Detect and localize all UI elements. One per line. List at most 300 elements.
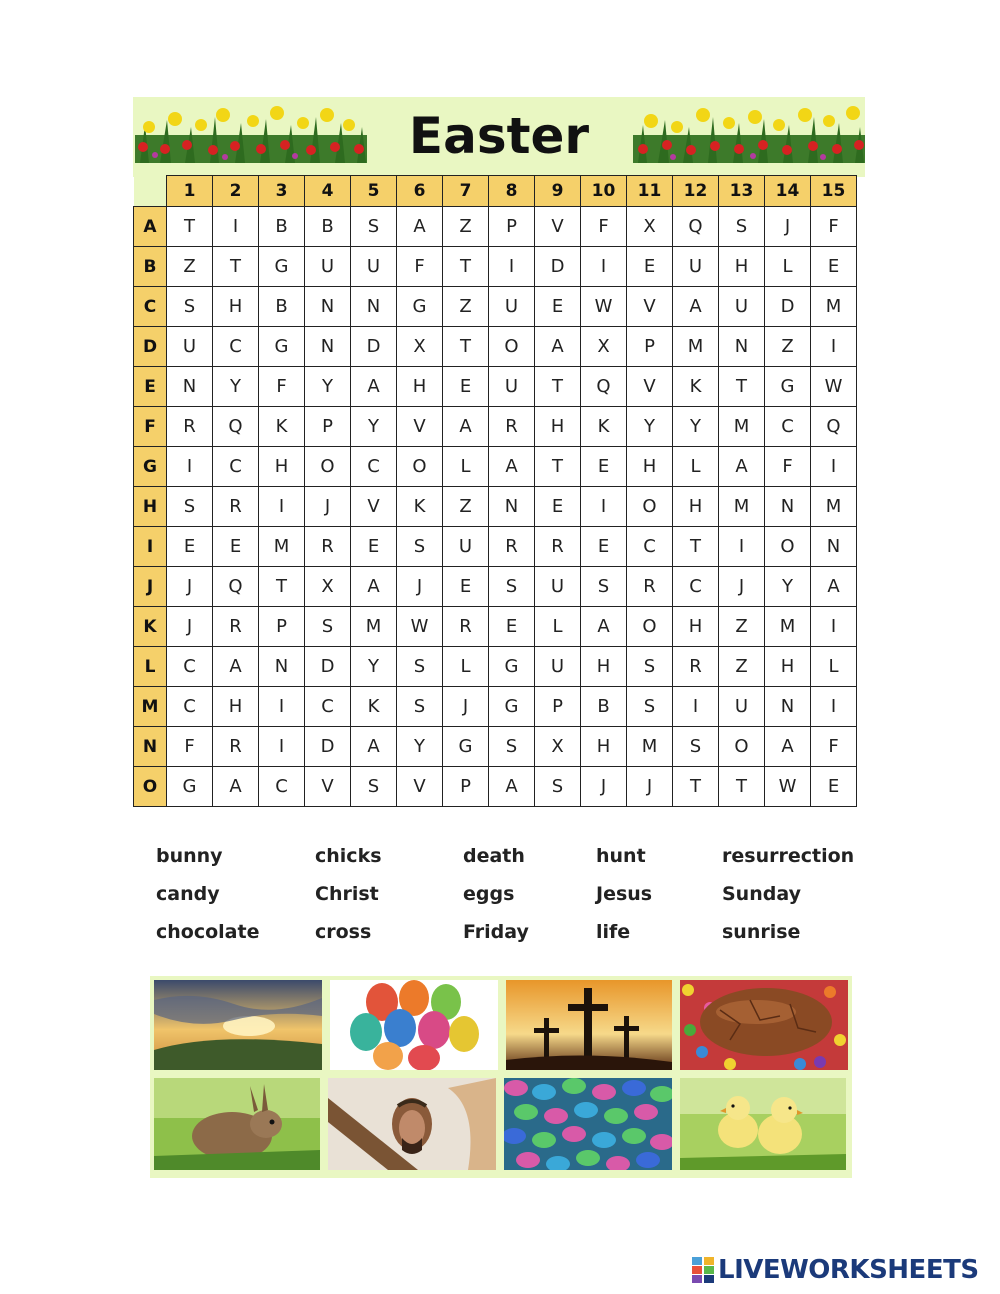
word-list-item: Jesus (596, 883, 653, 905)
column-header: 11 (627, 176, 673, 207)
row-header: K (134, 607, 167, 647)
column-header: 6 (397, 176, 443, 207)
word-list-item: Christ (315, 883, 379, 905)
grid-cell[interactable]: I (167, 447, 213, 487)
grid-cell[interactable]: A (351, 727, 397, 767)
grid-cell[interactable]: I (811, 447, 857, 487)
grid-cell[interactable]: X (535, 727, 581, 767)
grid-cell[interactable]: M (351, 607, 397, 647)
grid-cell[interactable]: G (397, 287, 443, 327)
grid-cell[interactable]: R (673, 647, 719, 687)
grid-cell[interactable]: F (811, 207, 857, 247)
grid-row (134, 567, 857, 607)
row-header: E (134, 367, 167, 407)
grid-cell[interactable]: Y (351, 647, 397, 687)
column-header: 15 (811, 176, 857, 207)
grid-cell[interactable]: P (305, 407, 351, 447)
grid-cell[interactable]: S (351, 207, 397, 247)
grid-cell[interactable]: H (581, 647, 627, 687)
grid-cell[interactable]: W (397, 607, 443, 647)
grid-cell[interactable]: J (581, 767, 627, 807)
grid-cell[interactable]: S (627, 687, 673, 727)
grid-row (134, 247, 857, 287)
grid-cell[interactable]: T (719, 767, 765, 807)
grid-cell[interactable]: U (673, 247, 719, 287)
grid-cell[interactable]: A (489, 767, 535, 807)
grid-cell[interactable]: R (535, 527, 581, 567)
grid-row (134, 287, 857, 327)
grid-cell[interactable]: E (535, 487, 581, 527)
grid-cell[interactable]: R (627, 567, 673, 607)
grid-row (134, 647, 857, 687)
grid-cell[interactable]: P (259, 607, 305, 647)
grid-cell[interactable]: F (765, 447, 811, 487)
word-list-item: Sunday (722, 883, 801, 905)
word-list-item: chicks (315, 845, 382, 867)
page-title: Easter (408, 107, 590, 165)
crosses-photo (506, 980, 672, 1070)
grid-cell[interactable]: L (443, 447, 489, 487)
grid-cell[interactable]: Z (443, 487, 489, 527)
grid-cell[interactable]: C (351, 447, 397, 487)
grid-cell[interactable]: K (259, 407, 305, 447)
grid-cell[interactable]: A (765, 727, 811, 767)
grid-cell[interactable]: M (719, 487, 765, 527)
grid-cell[interactable]: P (627, 327, 673, 367)
grid-cell[interactable]: P (535, 687, 581, 727)
column-header: 8 (489, 176, 535, 207)
grid-cell[interactable]: T (719, 367, 765, 407)
word-list-item: resurrection (722, 845, 855, 867)
grid-cell[interactable]: I (259, 727, 305, 767)
grid-cell[interactable]: O (489, 327, 535, 367)
grid-cell[interactable]: H (535, 407, 581, 447)
grid-cell[interactable]: T (167, 207, 213, 247)
grid-row (134, 207, 857, 247)
bunny-photo (154, 1078, 320, 1170)
grid-corner (134, 176, 167, 207)
grid-cell[interactable]: Q (213, 407, 259, 447)
grid-cell[interactable]: S (167, 287, 213, 327)
grid-cell[interactable]: L (811, 647, 857, 687)
grid-cell[interactable]: D (305, 647, 351, 687)
grid-cell[interactable]: U (305, 247, 351, 287)
header-banner (133, 97, 865, 177)
grid-cell[interactable]: R (443, 607, 489, 647)
row-header: N (134, 727, 167, 767)
grid-cell[interactable]: Q (811, 407, 857, 447)
column-header: 4 (305, 176, 351, 207)
word-list-item: cross (315, 921, 372, 943)
grid-cell[interactable]: W (581, 287, 627, 327)
photo-strip (150, 976, 852, 1178)
grid-header-row (134, 176, 857, 207)
grid-cell[interactable]: Y (397, 727, 443, 767)
grid-cell[interactable]: G (765, 367, 811, 407)
grid-cell[interactable]: I (719, 527, 765, 567)
grid-cell[interactable]: T (535, 367, 581, 407)
grid-cell[interactable]: E (581, 527, 627, 567)
grid-cell[interactable]: E (581, 447, 627, 487)
grid-cell[interactable]: B (581, 687, 627, 727)
grid-cell[interactable]: A (581, 607, 627, 647)
grid-cell[interactable]: N (489, 487, 535, 527)
grid-cell[interactable]: T (673, 767, 719, 807)
row-header: M (134, 687, 167, 727)
flowers-right-image (633, 105, 865, 163)
grid-cell[interactable]: O (397, 447, 443, 487)
column-header: 1 (167, 176, 213, 207)
grid-cell[interactable]: E (443, 567, 489, 607)
word-search-grid (133, 175, 857, 807)
row-header: H (134, 487, 167, 527)
grid-cell[interactable]: B (259, 207, 305, 247)
grid-cell[interactable]: V (305, 767, 351, 807)
grid-cell[interactable]: D (351, 327, 397, 367)
grid-cell[interactable]: N (719, 327, 765, 367)
grid-cell[interactable]: A (489, 447, 535, 487)
sunrise-photo (154, 980, 322, 1070)
grid-cell[interactable]: A (443, 407, 489, 447)
row-header: I (134, 527, 167, 567)
word-list-item: chocolate (156, 921, 260, 943)
grid-cell[interactable]: O (719, 727, 765, 767)
grid-cell[interactable]: H (581, 727, 627, 767)
grid-cell[interactable]: V (397, 407, 443, 447)
grid-cell[interactable]: S (351, 767, 397, 807)
grid-row (134, 687, 857, 727)
word-list (156, 843, 876, 945)
grid-cell[interactable]: S (673, 727, 719, 767)
grid-cell[interactable]: N (811, 527, 857, 567)
grid-cell[interactable]: H (213, 687, 259, 727)
grid-cell[interactable]: I (581, 487, 627, 527)
grid-cell[interactable]: M (811, 487, 857, 527)
grid-cell[interactable]: B (305, 207, 351, 247)
grid-cell[interactable]: W (765, 767, 811, 807)
grid-cell[interactable]: N (765, 687, 811, 727)
grid-cell[interactable]: I (811, 687, 857, 727)
word-list-item: sunrise (722, 921, 801, 943)
grid-cell[interactable]: T (673, 527, 719, 567)
grid-cell[interactable]: N (305, 287, 351, 327)
word-list-item: eggs (463, 883, 515, 905)
row-header: B (134, 247, 167, 287)
grid-cell[interactable]: F (167, 727, 213, 767)
grid-cell[interactable]: T (535, 447, 581, 487)
chocolate-egg-photo (680, 980, 848, 1070)
grid-cell[interactable]: V (627, 287, 673, 327)
grid-cell[interactable]: X (581, 327, 627, 367)
grid-cell[interactable]: J (443, 687, 489, 727)
grid-cell[interactable]: H (765, 647, 811, 687)
grid-cell[interactable]: V (397, 767, 443, 807)
grid-cell[interactable]: G (259, 327, 305, 367)
grid-cell[interactable]: C (305, 687, 351, 727)
column-header: 3 (259, 176, 305, 207)
grid-cell[interactable]: Q (673, 207, 719, 247)
grid-cell[interactable]: C (167, 647, 213, 687)
grid-row (134, 767, 857, 807)
grid-cell[interactable]: Y (351, 407, 397, 447)
grid-cell[interactable]: J (167, 607, 213, 647)
grid-cell[interactable]: M (719, 407, 765, 447)
column-header: 9 (535, 176, 581, 207)
grid-cell[interactable]: H (397, 367, 443, 407)
grid-cell[interactable]: H (259, 447, 305, 487)
grid-cell[interactable]: A (811, 567, 857, 607)
grid-cell[interactable]: Q (213, 567, 259, 607)
grid-cell[interactable]: A (213, 767, 259, 807)
liveworksheets-logo-icon (692, 1257, 714, 1283)
row-header: L (134, 647, 167, 687)
grid-cell[interactable]: G (443, 727, 489, 767)
grid-cell[interactable]: Z (167, 247, 213, 287)
grid-cell[interactable]: K (581, 407, 627, 447)
grid-cell[interactable]: S (627, 647, 673, 687)
grid-cell[interactable]: J (765, 207, 811, 247)
grid-cell[interactable]: N (167, 367, 213, 407)
grid-cell[interactable]: M (259, 527, 305, 567)
grid-cell[interactable]: G (259, 247, 305, 287)
grid-cell[interactable]: A (673, 287, 719, 327)
grid-cell[interactable]: X (397, 327, 443, 367)
grid-row (134, 447, 857, 487)
grid-cell[interactable]: T (259, 567, 305, 607)
grid-cell[interactable]: N (351, 287, 397, 327)
grid-cell[interactable]: J (719, 567, 765, 607)
grid-cell[interactable]: H (627, 447, 673, 487)
grid-cell[interactable]: C (213, 327, 259, 367)
grid-cell[interactable]: H (673, 607, 719, 647)
grid-cell[interactable]: Z (765, 327, 811, 367)
grid-cell[interactable]: L (673, 447, 719, 487)
grid-cell[interactable]: S (489, 567, 535, 607)
word-list-item: bunny (156, 845, 223, 867)
grid-cell[interactable]: R (305, 527, 351, 567)
grid-cell[interactable]: Y (673, 407, 719, 447)
grid-cell[interactable]: U (443, 527, 489, 567)
grid-cell[interactable]: U (535, 567, 581, 607)
row-header: A (134, 207, 167, 247)
grid-cell[interactable]: S (719, 207, 765, 247)
grid-cell[interactable]: Z (719, 647, 765, 687)
grid-cell[interactable]: E (535, 287, 581, 327)
grid-cell[interactable]: J (627, 767, 673, 807)
grid-cell[interactable]: I (581, 247, 627, 287)
grid-cell[interactable]: I (811, 607, 857, 647)
grid-cell[interactable]: K (397, 487, 443, 527)
grid-cell[interactable]: E (443, 367, 489, 407)
grid-cell[interactable]: C (765, 407, 811, 447)
grid-cell[interactable]: S (167, 487, 213, 527)
grid-cell[interactable]: E (167, 527, 213, 567)
grid-cell[interactable]: S (397, 647, 443, 687)
grid-row (134, 487, 857, 527)
grid-cell[interactable]: G (167, 767, 213, 807)
grid-row (134, 327, 857, 367)
grid-cell[interactable]: U (719, 687, 765, 727)
grid-cell[interactable]: W (811, 367, 857, 407)
grid-cell[interactable]: I (259, 487, 305, 527)
grid-cell[interactable]: D (765, 287, 811, 327)
grid-cell[interactable]: S (397, 687, 443, 727)
word-list-item: life (596, 921, 631, 943)
grid-cell[interactable]: M (765, 607, 811, 647)
grid-cell[interactable]: R (489, 407, 535, 447)
grid-cell[interactable]: C (259, 767, 305, 807)
grid-cell[interactable]: X (627, 207, 673, 247)
grid-cell[interactable]: Q (581, 367, 627, 407)
grid-cell[interactable]: E (213, 527, 259, 567)
grid-cell[interactable]: X (305, 567, 351, 607)
grid-cell[interactable]: O (627, 487, 673, 527)
grid-cell[interactable]: N (259, 647, 305, 687)
grid-cell[interactable]: O (627, 607, 673, 647)
grid-cell[interactable]: K (673, 367, 719, 407)
grid-cell[interactable]: B (259, 287, 305, 327)
eggs-photo (330, 980, 498, 1070)
grid-cell[interactable]: S (305, 607, 351, 647)
grid-cell[interactable]: E (811, 767, 857, 807)
grid-cell[interactable]: A (351, 567, 397, 607)
grid-cell[interactable]: V (627, 367, 673, 407)
grid-cell[interactable]: S (535, 767, 581, 807)
grid-cell[interactable]: J (167, 567, 213, 607)
row-header: D (134, 327, 167, 367)
grid-cell[interactable]: E (489, 607, 535, 647)
grid-cell[interactable]: J (305, 487, 351, 527)
word-list-item: Friday (463, 921, 529, 943)
grid-cell[interactable]: I (259, 687, 305, 727)
grid-cell[interactable]: P (443, 767, 489, 807)
row-header: F (134, 407, 167, 447)
grid-cell[interactable]: F (811, 727, 857, 767)
grid-cell[interactable]: O (305, 447, 351, 487)
grid-cell[interactable]: A (351, 367, 397, 407)
grid-cell[interactable]: Y (213, 367, 259, 407)
word-list-item: death (463, 845, 525, 867)
row-header: J (134, 567, 167, 607)
jesus-photo (328, 1078, 496, 1170)
grid-cell[interactable]: S (581, 567, 627, 607)
grid-cell[interactable]: F (581, 207, 627, 247)
column-header: 12 (673, 176, 719, 207)
grid-row (134, 727, 857, 767)
grid-cell[interactable]: N (305, 327, 351, 367)
grid-cell[interactable]: I (673, 687, 719, 727)
grid-cell[interactable]: R (213, 487, 259, 527)
grid-cell[interactable]: Z (443, 207, 489, 247)
grid-cell[interactable]: E (627, 247, 673, 287)
grid-cell[interactable]: J (397, 567, 443, 607)
grid-cell[interactable]: A (535, 327, 581, 367)
grid-cell[interactable]: E (811, 247, 857, 287)
grid-cell[interactable]: M (627, 727, 673, 767)
grid-cell[interactable]: M (811, 287, 857, 327)
grid-cell[interactable]: U (535, 647, 581, 687)
grid-cell[interactable]: I (489, 247, 535, 287)
grid-cell[interactable]: R (167, 407, 213, 447)
grid-cell[interactable]: C (167, 687, 213, 727)
column-header: 13 (719, 176, 765, 207)
grid-cell[interactable]: I (213, 207, 259, 247)
grid-cell[interactable]: O (765, 527, 811, 567)
column-header: 10 (581, 176, 627, 207)
column-header: 5 (351, 176, 397, 207)
grid-cell[interactable]: H (719, 247, 765, 287)
grid-cell[interactable]: C (627, 527, 673, 567)
grid-cell[interactable]: R (489, 527, 535, 567)
grid-cell[interactable]: R (213, 727, 259, 767)
row-header: C (134, 287, 167, 327)
column-header: 2 (213, 176, 259, 207)
foil-eggs-photo (504, 1078, 672, 1170)
column-header: 7 (443, 176, 489, 207)
grid-cell[interactable]: D (305, 727, 351, 767)
grid-cell[interactable]: C (673, 567, 719, 607)
grid-cell[interactable]: T (443, 327, 489, 367)
grid-cell[interactable]: T (443, 247, 489, 287)
grid-cell[interactable]: U (719, 287, 765, 327)
grid-cell[interactable]: Z (443, 287, 489, 327)
grid-cell[interactable]: U (351, 247, 397, 287)
grid-cell[interactable]: D (535, 247, 581, 287)
grid-cell[interactable]: Y (627, 407, 673, 447)
grid-cell[interactable]: T (213, 247, 259, 287)
grid-row (134, 367, 857, 407)
chicks-photo (680, 1078, 846, 1170)
grid-cell[interactable]: R (213, 607, 259, 647)
grid-cell[interactable]: K (351, 687, 397, 727)
word-list-item: hunt (596, 845, 646, 867)
grid-cell[interactable]: A (213, 647, 259, 687)
column-header: 14 (765, 176, 811, 207)
grid-cell[interactable]: C (213, 447, 259, 487)
liveworksheets-logo-text: LIVEWORKSHEETS (718, 1255, 979, 1285)
row-header: G (134, 447, 167, 487)
grid-cell[interactable]: U (489, 287, 535, 327)
grid-cell[interactable]: Y (305, 367, 351, 407)
grid-cell[interactable]: A (397, 207, 443, 247)
grid-cell[interactable]: Z (719, 607, 765, 647)
grid-cell[interactable]: U (167, 327, 213, 367)
grid-cell[interactable]: V (351, 487, 397, 527)
grid-cell[interactable]: U (489, 367, 535, 407)
grid-cell[interactable]: F (259, 367, 305, 407)
grid-cell[interactable]: Y (765, 567, 811, 607)
grid-cell[interactable]: G (489, 647, 535, 687)
row-header: O (134, 767, 167, 807)
grid-cell[interactable]: V (535, 207, 581, 247)
grid-cell[interactable]: N (765, 487, 811, 527)
grid-cell[interactable]: H (213, 287, 259, 327)
grid-cell[interactable]: I (811, 327, 857, 367)
grid-row (134, 527, 857, 567)
grid-cell[interactable]: E (351, 527, 397, 567)
grid-cell[interactable]: P (489, 207, 535, 247)
grid-cell[interactable]: L (443, 647, 489, 687)
grid-cell[interactable]: M (673, 327, 719, 367)
grid-cell[interactable]: F (397, 247, 443, 287)
grid-cell[interactable]: S (489, 727, 535, 767)
grid-cell[interactable]: L (765, 247, 811, 287)
grid-cell[interactable]: A (719, 447, 765, 487)
grid-cell[interactable]: H (673, 487, 719, 527)
grid-cell[interactable]: L (535, 607, 581, 647)
grid-cell[interactable]: S (397, 527, 443, 567)
grid-cell[interactable]: G (489, 687, 535, 727)
